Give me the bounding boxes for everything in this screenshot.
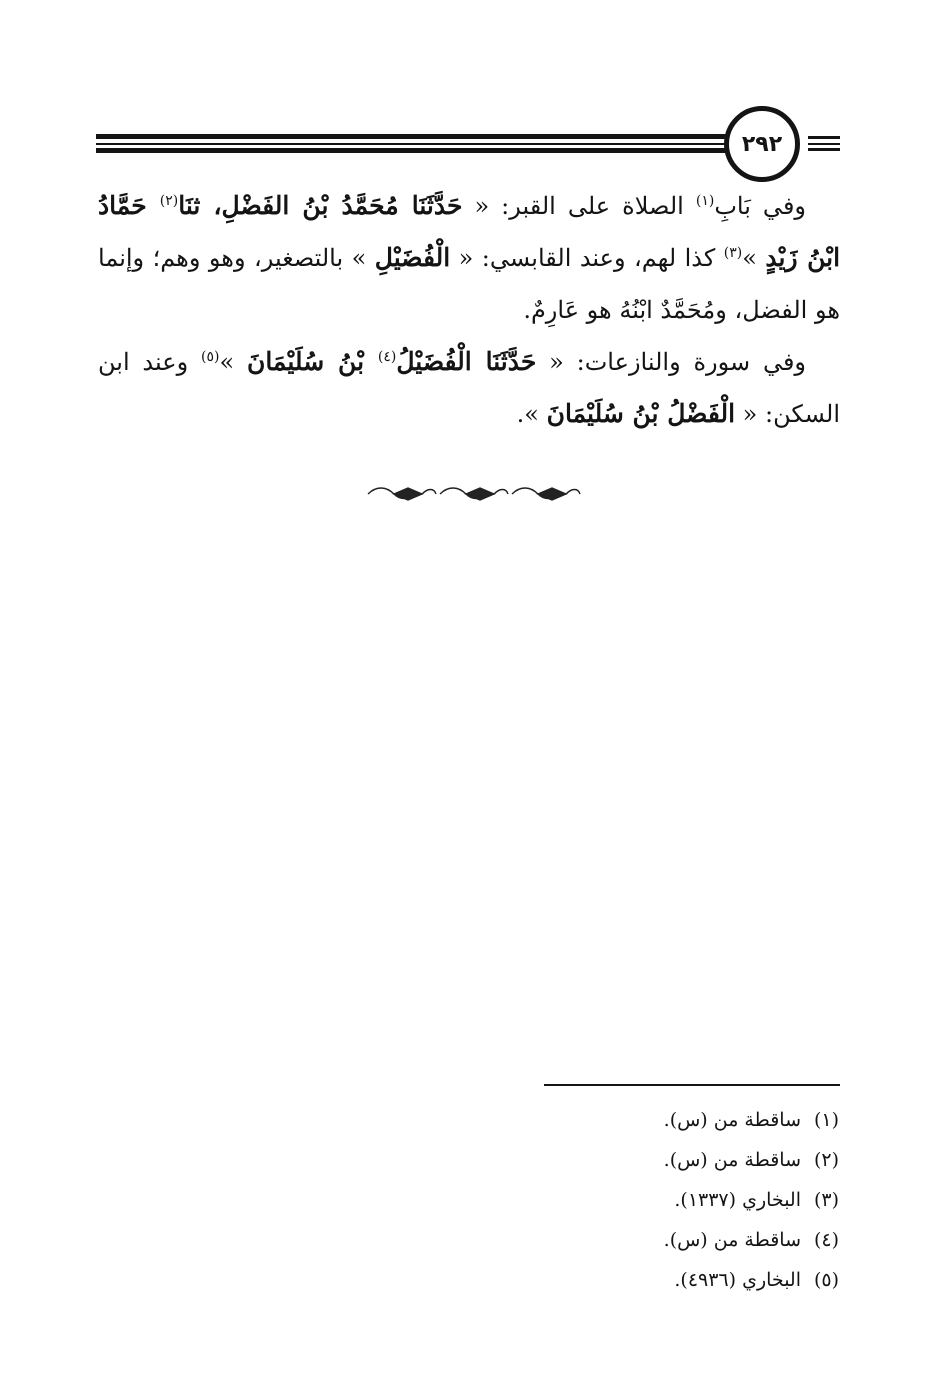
- hadith-quote: الْفُضَيْلِ: [374, 243, 451, 272]
- footnote-marker: (٢): [159, 193, 179, 209]
- footnote-rule: [544, 1084, 840, 1086]
- footnotes: [439, 1100, 839, 1300]
- text-line: وفي بَابِ$^{(١)}$ الصلاة على القبر: « حَدَّثَنَا مُحَمَّدُ بْنُ الفَضْلِ، ثنَا$^{(٢)}$ حَمَّادُ: [98, 191, 806, 220]
- footnote-item: (٥)البخاري (٤٩٣٦).: [674, 1269, 839, 1291]
- hadith-quote: حَدَّثَنَا مُحَمَّدُ بْنُ الفَضْلِ، ثنَا: [178, 191, 463, 220]
- page-number: ٢٩٢: [724, 106, 800, 182]
- hadith-quote: ابْنُ زَيْدٍ: [765, 243, 841, 272]
- ornament-divider: [364, 484, 584, 504]
- text-line: وفي سورة والنازعات: « حَدَّثَنَا الْفُضَيْلُ$^{(٤)}$ بْنُ سُلَيْمَانَ »$^{(٥)}$ وعند ابن: [98, 347, 807, 376]
- footnote-item: (٢)ساقطة من (س).: [663, 1149, 839, 1171]
- paragraph: [98, 180, 840, 336]
- text-line: السكن: « الْفَضْلُ بْنُ سُلَيْمَانَ ».: [516, 399, 840, 428]
- footnote-marker: (٤): [377, 349, 397, 365]
- footnote-marker: (٥): [200, 349, 220, 365]
- footnote-marker: (١): [695, 193, 715, 209]
- footnote-marker: (٣): [723, 245, 743, 261]
- footnote-item: (١)ساقطة من (س).: [663, 1109, 839, 1131]
- text-line: هو الفضل، ومُحَمَّدٌ ابْنُهُ هو عَارِمٌ.: [523, 296, 840, 324]
- main-text: [98, 180, 840, 440]
- text-line: ابْنُ زَيْدٍ »$^{(٣)}$ كذا لهم، وعند القابسي: « الْفُضَيْلِ » بالتصغير، وهو وهم؛ وإنما: [98, 243, 841, 272]
- hadith-quote: الْفَضْلُ بْنُ سُلَيْمَانَ: [546, 399, 736, 428]
- paragraph: [98, 336, 840, 440]
- footnote-item: (٣)البخاري (١٣٣٧).: [674, 1189, 839, 1211]
- hadith-quote: حَدَّثَنَا الْفُضَيْلُ: [396, 347, 537, 376]
- footnote-item: (٤)ساقطة من (س).: [663, 1229, 839, 1251]
